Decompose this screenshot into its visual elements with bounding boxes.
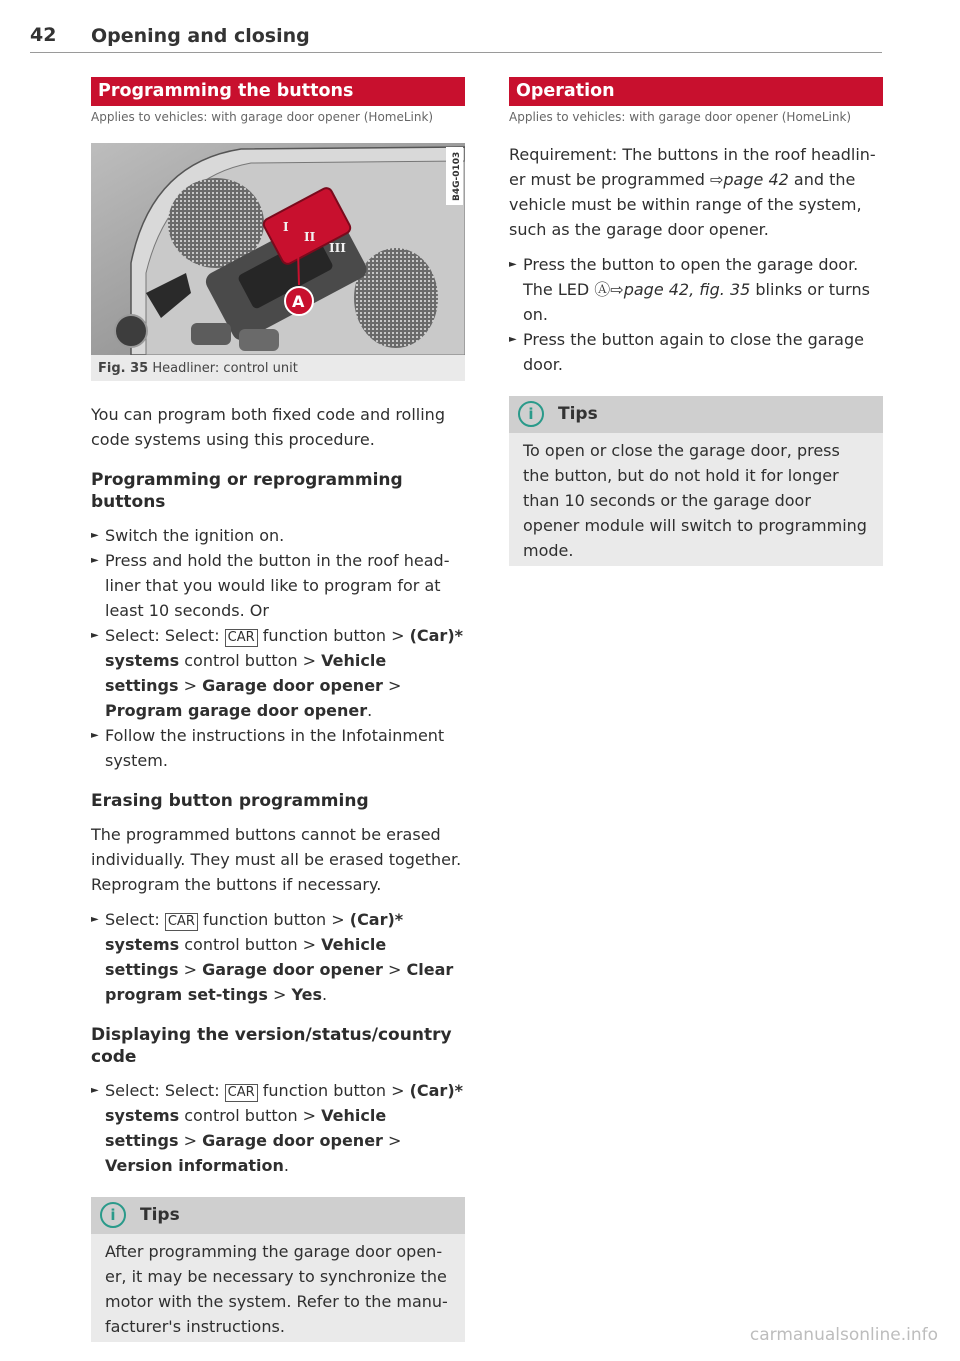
list-item: ► Follow the instructions in the Infotainment system.: [91, 726, 445, 770]
heading-erasing: Erasing button programming: [91, 791, 369, 811]
callout-a: A: [292, 292, 305, 311]
list-item: ► Select: CAR function button > (Car)* systems control button > Vehicle settings > Garage door opener > Clear program set-tings > Yes.: [91, 910, 454, 1004]
tips-text: After programming the garage door open-er, it may be necessary to synchronize the motor with the system. Refer to the manu-facturer's instructions.: [105, 1242, 448, 1336]
info-icon: i: [100, 1202, 126, 1228]
applies-note: Applies to vehicles: with garage door opener (HomeLink): [91, 110, 434, 124]
heading-displaying: Displaying the version/status/country code: [91, 1025, 452, 1067]
page-number: 42: [30, 24, 57, 46]
tips-text: To open or close the garage door, press the button, but do not hold it for longer than 10 seconds or the garage door opener module will switch to programming mode.: [523, 441, 867, 560]
page-ref-link[interactable]: ⇨page 42: [709, 170, 789, 189]
list-item: ► Press the button again to close the garage door.: [509, 330, 864, 374]
list-item: ► Press the button to open the garage door. The LED Ⓐ⇨page 42, fig. 35 blinks or turns on.: [509, 255, 870, 324]
applies-note: Applies to vehicles: with garage door opener (HomeLink): [509, 110, 852, 124]
list-item: ► Select: Select: CAR function button > (Car)* systems control button > Vehicle settings > Garage door opener > Program garage door opener.: [91, 626, 463, 720]
figure-ref-link[interactable]: ⇨page 42, fig. 35: [610, 280, 751, 299]
programming-steps: [91, 523, 465, 773]
requirement-paragraph: Requirement: The buttons in the roof headlin-er must be programmed ⇨page 42 and the vehicle must be within range of the system, such as the garage door opener.: [509, 145, 876, 239]
list-item: ► Press and hold the button in the roof head-liner that you would like to program for at least 10 seconds. Or: [91, 551, 450, 620]
section-title-operation: Operation: [509, 77, 883, 106]
list-item: ► Select: Select: CAR function button > (Car)* systems control button > Vehicle settings > Garage door opener > Version information.: [91, 1081, 463, 1175]
car-key: CAR: [165, 913, 198, 931]
button-label-3: III: [329, 241, 346, 255]
section-title-programming: Programming the buttons: [91, 77, 465, 106]
car-key: CAR: [225, 1084, 258, 1102]
figure-caption: [91, 355, 465, 381]
list-item: ► Switch the ignition on.: [91, 526, 285, 545]
car-key: CAR: [225, 629, 258, 647]
tips-box-right: [509, 396, 883, 566]
intro-paragraph: You can program both fixed code and rolling code systems using this procedure.: [91, 405, 445, 449]
display-steps: [91, 1078, 465, 1178]
right-column: [509, 77, 883, 566]
watermark: carmanualsonline.info: [749, 1325, 938, 1345]
headliner-control-unit-illustration: [91, 143, 465, 355]
figure-headliner: [91, 143, 465, 381]
erase-paragraph: The programmed buttons cannot be erased individually. They must all be erased together. Reprogram the buttons if necessary.: [91, 825, 462, 894]
figure-number: Fig. 35: [98, 361, 149, 376]
tips-header: i Tips: [509, 396, 883, 433]
figure-caption-text: Headliner: control unit: [152, 361, 298, 376]
erase-steps: [91, 907, 465, 1007]
button-label-2: II: [304, 230, 316, 244]
left-column: [91, 77, 465, 1342]
tips-box-left: [91, 1197, 465, 1342]
figure-code: B4G-0103: [452, 151, 462, 201]
page-header: [30, 24, 882, 53]
button-label-1: I: [283, 220, 289, 234]
chapter-title: Opening and closing: [91, 25, 310, 47]
operation-steps: [509, 252, 883, 377]
info-icon: i: [518, 401, 544, 427]
heading-programming: Programming or reprogramming buttons: [91, 470, 403, 512]
tips-header: i Tips: [91, 1197, 465, 1234]
led-a-symbol: Ⓐ: [594, 280, 611, 299]
